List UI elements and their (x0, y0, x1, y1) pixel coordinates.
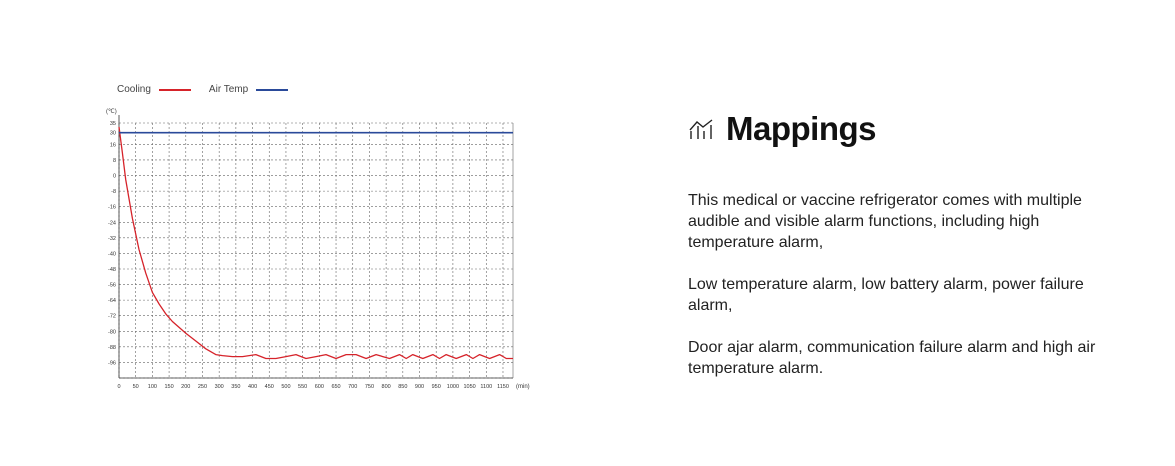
x-tick-label: 950 (431, 384, 441, 390)
x-tick-label: 750 (364, 384, 375, 390)
x-tick-label: 650 (331, 384, 341, 390)
x-tick-label: 250 (197, 384, 208, 390)
section-heading (688, 110, 1128, 148)
x-tick-label: 1050 (463, 384, 476, 390)
x-tick-label: 100 (147, 384, 157, 390)
description-paragraph: Door ajar alarm, communication failure alarm and high air temperature alarm. (688, 339, 1096, 377)
x-tick-label: 900 (414, 384, 425, 390)
y-tick-label: -56 (108, 282, 116, 289)
y-tick-label: -80 (108, 329, 116, 336)
x-tick-label: 1000 (446, 384, 460, 390)
y-tick-label: -16 (108, 204, 116, 211)
y-tick-label: 0 (112, 173, 116, 180)
chart-plot (100, 75, 540, 395)
x-tick-label: 300 (214, 384, 224, 390)
y-tick-label: 30 (109, 130, 116, 137)
x-tick-label: 400 (247, 384, 258, 390)
y-tick-label: -88 (108, 344, 116, 351)
x-tick-label: 450 (264, 384, 274, 390)
y-tick-label: 35 (109, 121, 116, 127)
y-tick-label: -24 (108, 220, 116, 227)
legend-label-air-temp: Air Temp (208, 84, 249, 95)
y-tick-label: -96 (108, 360, 116, 367)
x-tick-label: 1100 (480, 384, 493, 390)
y-tick-label: -8 (111, 189, 116, 196)
x-tick-label: 800 (381, 384, 391, 390)
description-paragraph: Low temperature alarm, low battery alarm, power failure alarm, (688, 276, 1084, 314)
y-unit-label: (℃) (106, 109, 117, 115)
y-tick-label: -40 (108, 251, 116, 258)
x-tick-label: 150 (164, 384, 174, 390)
legend-label-cooling: Cooling (117, 84, 151, 95)
x-tick-label: 700 (348, 384, 358, 390)
chart-icon (688, 118, 714, 140)
x-tick-label: 500 (281, 384, 291, 390)
page-title: Mappings (726, 110, 876, 147)
x-tick-label: 850 (398, 384, 408, 390)
x-tick-label: 600 (314, 384, 324, 390)
y-tick-label: -48 (108, 266, 116, 273)
series-line-cooling (119, 127, 513, 359)
x-tick-label: 0 (117, 384, 121, 390)
y-tick-label: -32 (108, 235, 116, 242)
y-tick-label: -64 (108, 298, 116, 305)
x-unit-label: (min) (516, 384, 530, 390)
x-tick-label: 350 (231, 384, 241, 390)
y-tick-label: 16 (109, 142, 116, 149)
x-tick-label: 200 (181, 384, 191, 390)
x-tick-label: 550 (298, 384, 308, 390)
temperature-chart (100, 75, 540, 395)
x-tick-label: 50 (132, 384, 139, 390)
y-tick-label: -72 (108, 313, 116, 320)
description (688, 190, 1128, 379)
description-paragraph: This medical or vaccine refrigerator comes with multiple audible and visible alarm functions, including high temperature alarm, (688, 192, 1082, 251)
info-panel (688, 110, 1128, 400)
x-tick-label: 1150 (497, 384, 509, 390)
y-tick-label: 8 (112, 157, 116, 164)
